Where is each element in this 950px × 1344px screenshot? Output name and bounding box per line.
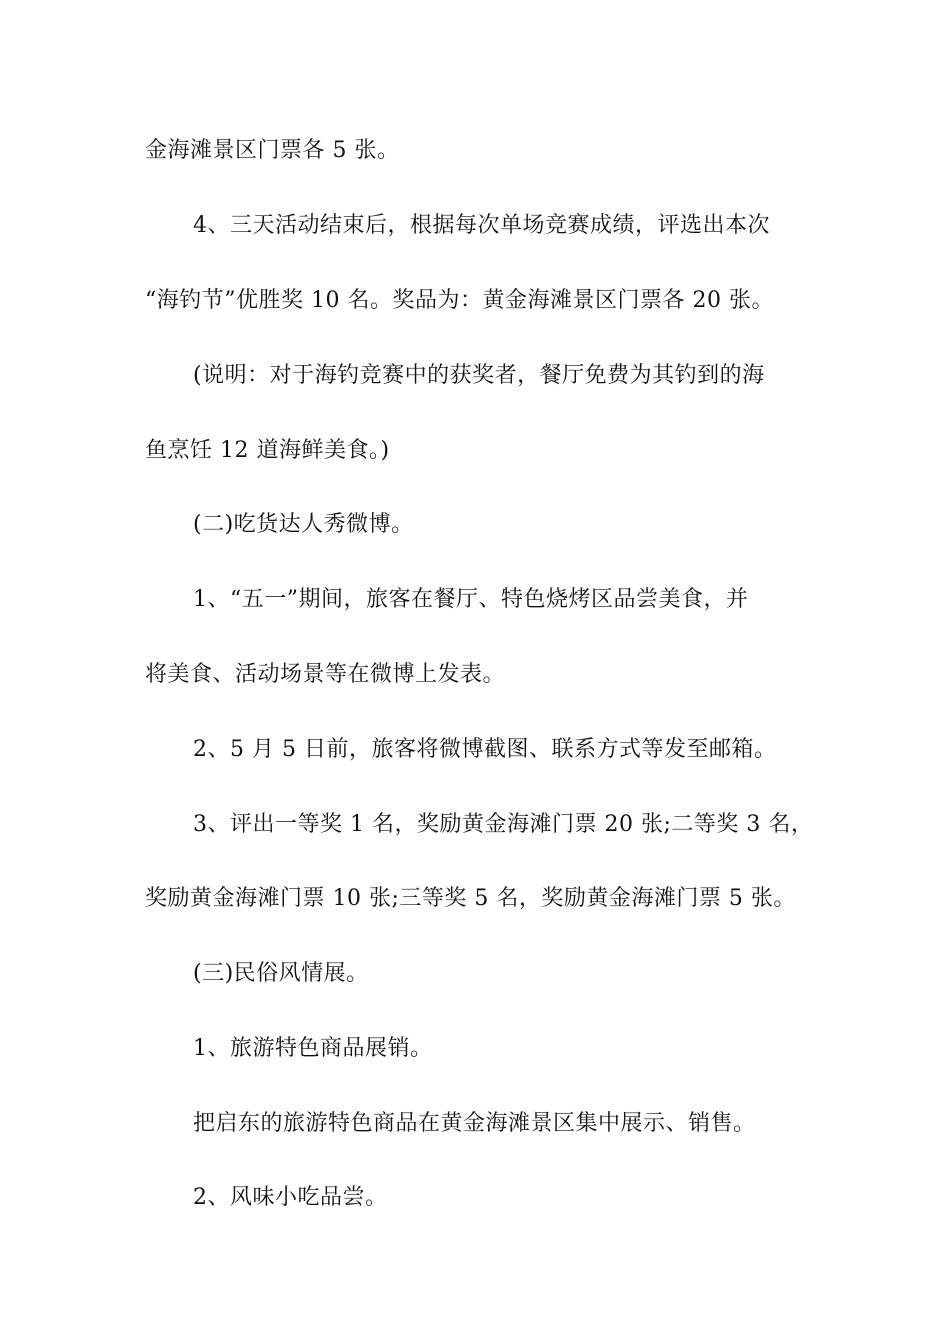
text-line: “海钓节”优胜奖 10 名。奖品为：黄金海滩景区门票各 20 张。 (145, 288, 774, 313)
text-line: 2、风味小吃品尝。 (193, 1185, 388, 1210)
text-line: 奖励黄金海滩门票 10 张;三等奖 5 名，奖励黄金海滩门票 5 张。 (145, 886, 796, 911)
text-line: 鱼烹饪 12 道海鲜美食。) (145, 438, 390, 463)
text-line: 3、评出一等奖 1 名，奖励黄金海滩门票 20 张;二等奖 3 名， (193, 812, 814, 837)
text-line: 将美食、活动场景等在微博上发表。 (145, 662, 506, 687)
text-line: 1、“五一”期间，旅客在餐厅、特色烧烤区品尝美食，并 (193, 587, 749, 612)
text-line: 4、三天活动结束后，根据每次单场竞赛成绩，评选出本次 (193, 213, 770, 238)
section-heading: (三)民俗风情展。 (193, 961, 369, 986)
text-line: 1、旅游特色商品展销。 (193, 1036, 433, 1061)
text-line: 2、5 月 5 日前，旅客将微博截图、联系方式等发至邮箱。 (193, 737, 777, 762)
text-line: 金海滩景区门票各 5 张。 (145, 138, 400, 163)
text-line: (说明：对于海钓竞赛中的获奖者，餐厅免费为其钓到的海 (193, 363, 765, 388)
text-line: 把启东的旅游特色商品在黄金海滩景区集中展示、销售。 (193, 1111, 756, 1136)
section-heading: (二)吃货达人秀微博。 (193, 512, 414, 537)
